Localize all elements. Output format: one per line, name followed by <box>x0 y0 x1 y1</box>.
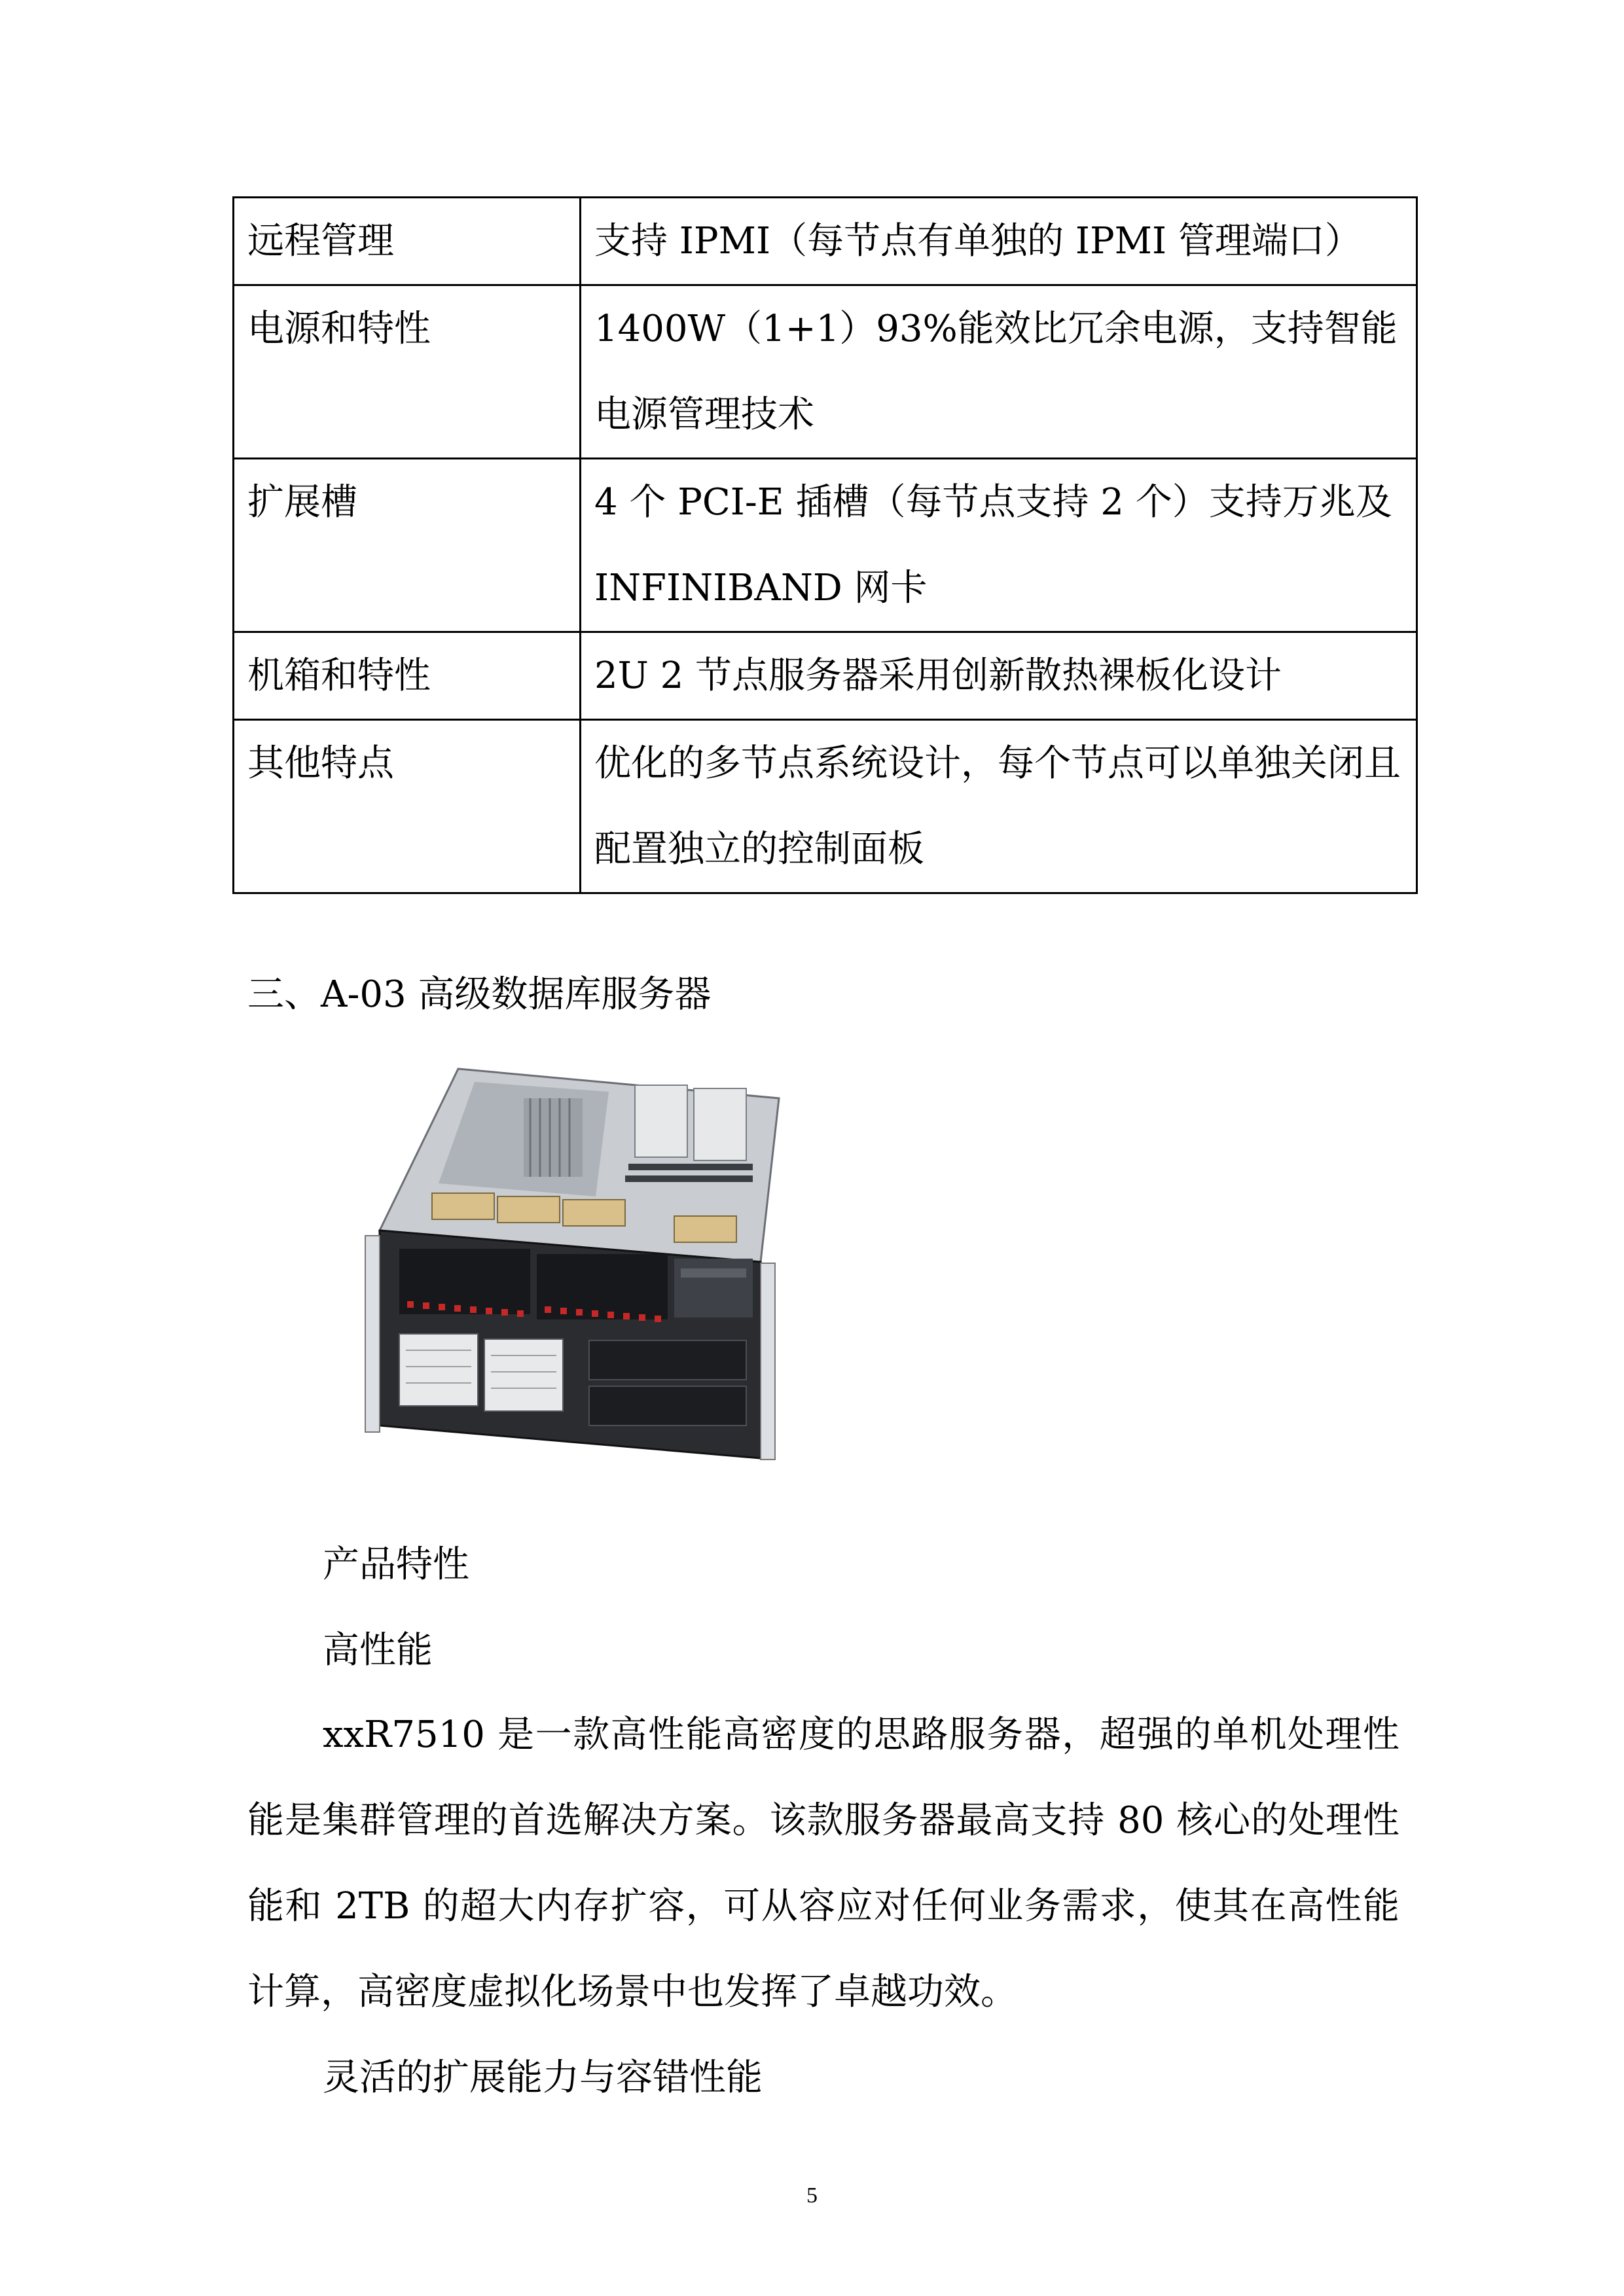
table-row <box>234 285 1417 459</box>
spec-key: 机箱和特性 <box>234 632 581 720</box>
performance-body: xxR7510 是一款高性能高密度的思路服务器，超强的单机处理性能是集群管理的首选解决方案。该款服务器最高支持 80 核心的处理性能和 2TB 的超大内存扩容，可从容应对任何业务需求，使其在高性能计算，高密度虚拟化场景中也发挥了卓越功效。 <box>247 1713 1400 2013</box>
spec-value: 1400W（1+1）93%能效比冗余电源，支持智能电源管理技术 <box>581 285 1417 459</box>
spec-key: 远程管理 <box>234 198 581 285</box>
spec-key: 其他特点 <box>234 720 581 893</box>
spec-value: 支持 IPMI（每节点有单独的 IPMI 管理端口） <box>581 198 1417 285</box>
table-row <box>234 459 1417 632</box>
table-row <box>234 720 1417 893</box>
spec-key: 扩展槽 <box>234 459 581 632</box>
spec-key: 电源和特性 <box>234 285 581 459</box>
spec-value: 4 个 PCI-E 插槽（每节点支持 2 个）支持万兆及 INFINIBAND 网卡 <box>581 459 1417 632</box>
server-product-image <box>360 1059 813 1480</box>
page-number: 5 <box>806 2183 818 2208</box>
spec-table <box>232 196 1418 894</box>
section-heading: 三、A-03 高级数据库服务器 <box>247 973 712 1016</box>
table-row <box>234 198 1417 285</box>
table-row <box>234 632 1417 720</box>
performance-title: 高性能 <box>323 1629 433 1672</box>
scalability-title: 灵活的扩展能力与容错性能 <box>323 2056 763 2099</box>
spec-value: 2U 2 节点服务器采用创新散热裸板化设计 <box>581 632 1417 720</box>
features-title: 产品特性 <box>323 1543 469 1586</box>
spec-value: 优化的多节点系统设计，每个节点可以单独关闭且配置独立的控制面板 <box>581 720 1417 893</box>
